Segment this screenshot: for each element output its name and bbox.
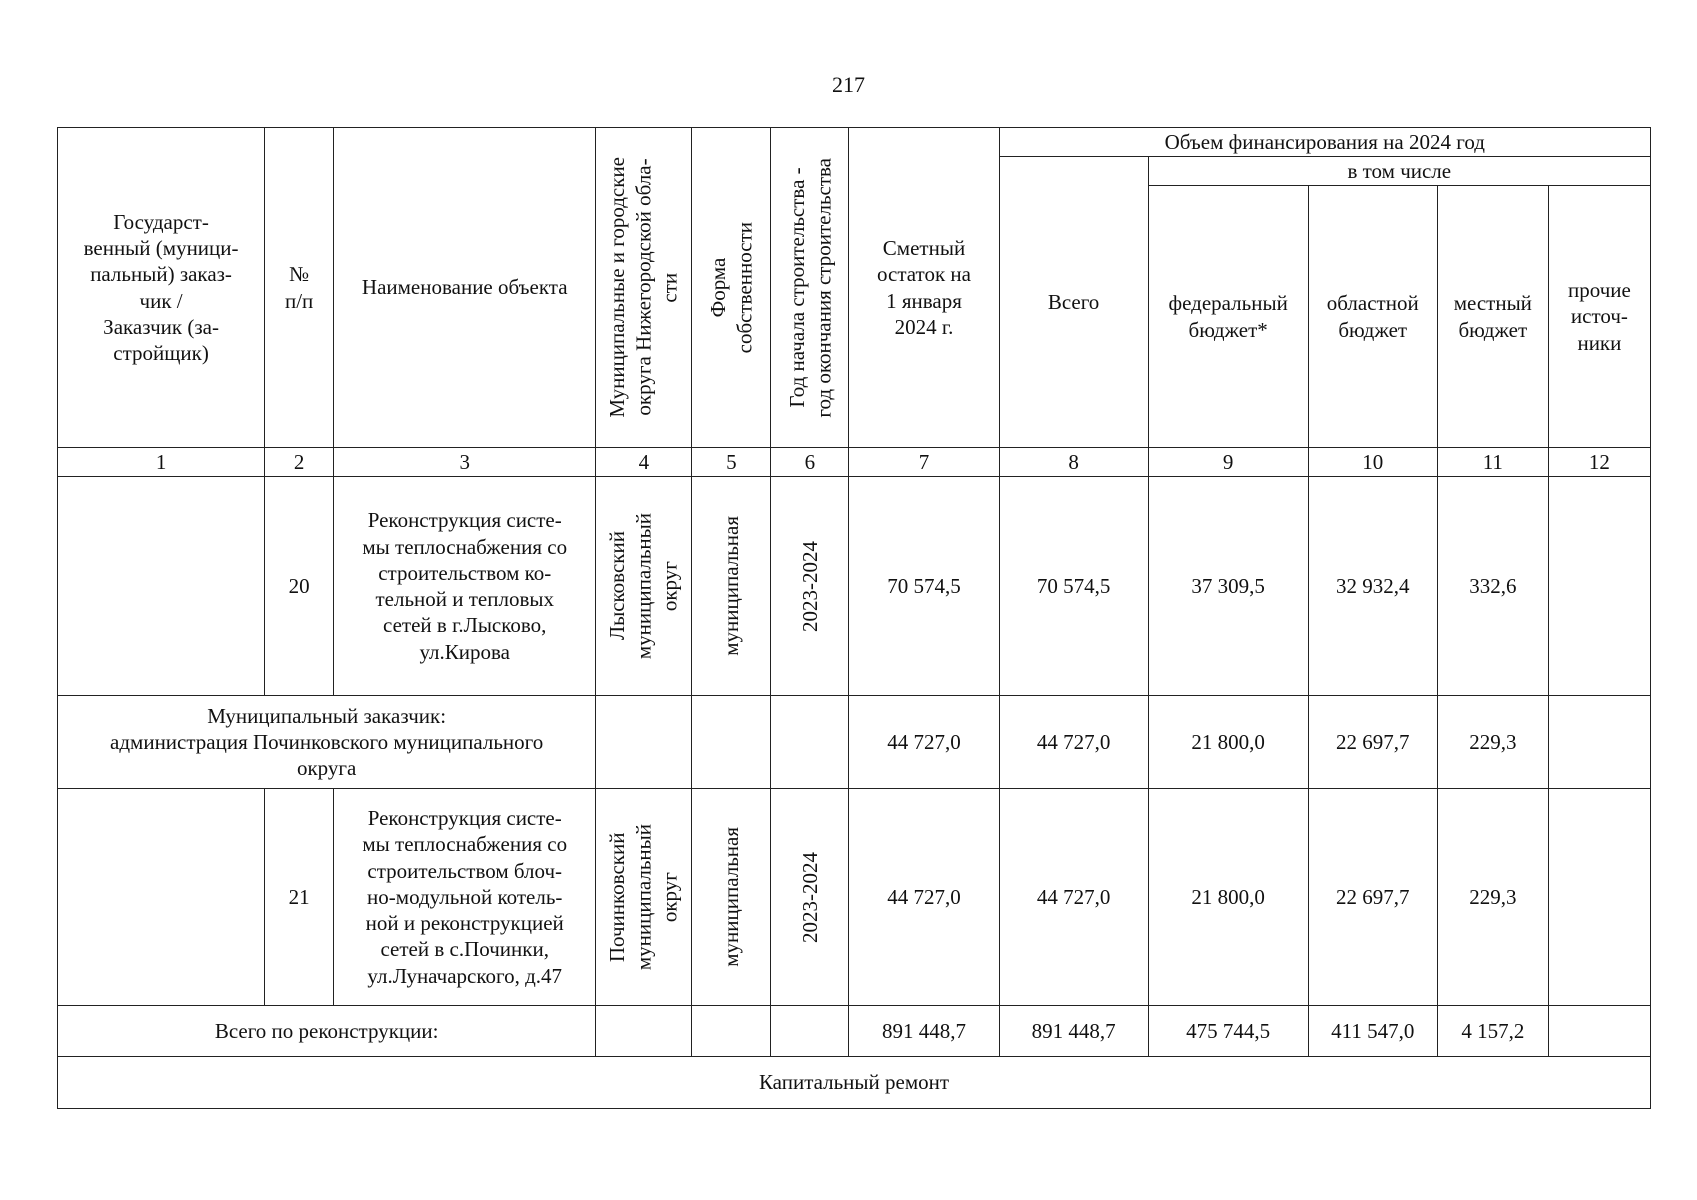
federal-value: 37 309,5 [1148, 477, 1308, 696]
district-empty [596, 696, 692, 789]
estimate-value: 891 448,7 [849, 1006, 999, 1057]
column-number: 9 [1148, 448, 1308, 477]
ownership: муниципальная [692, 477, 771, 696]
header-index: № п/п [265, 128, 334, 448]
customer-label: Муниципальный заказчик: администрация Починковского муниципального округа [58, 696, 596, 789]
section-row-capital-repair [58, 1057, 1651, 1109]
district: Лысковский муниципальный округ [596, 477, 692, 696]
column-number-row [58, 448, 1651, 477]
table-row-item-21 [58, 789, 1651, 1006]
local-value: 332,6 [1437, 477, 1548, 696]
district-empty [596, 1006, 692, 1057]
years-empty [771, 1006, 849, 1057]
header-total: Всего [999, 157, 1148, 448]
item-number: 20 [265, 477, 334, 696]
object-name: Реконструкция систе- мы теплоснабжения со строительством ко- тельной и тепловых сетей в г.Лысково, ул.Кирова [334, 477, 596, 696]
item-number: 21 [265, 789, 334, 1006]
column-number: 4 [596, 448, 692, 477]
estimate-value: 70 574,5 [849, 477, 999, 696]
header-local: местный бюджет [1437, 186, 1548, 448]
column-number: 10 [1308, 448, 1437, 477]
financing-table [57, 127, 1651, 1109]
object-name: Реконструкция систе- мы теплоснабжения со строительством блоч- но-модульной котель- ной и реконструкцией сетей в с.Починки, ул.Луначарского, д.47 [334, 789, 596, 1006]
regional-value: 22 697,7 [1308, 789, 1437, 1006]
regional-value: 411 547,0 [1308, 1006, 1437, 1057]
header-customer: Государст- венный (муници- пальный) заказ- чик / Заказчик (за- стройщик) [58, 128, 265, 448]
local-value: 229,3 [1437, 696, 1548, 789]
header-regional: областной бюджет [1308, 186, 1437, 448]
header-estimate: Сметный остаток на 1 января 2024 г. [849, 128, 999, 448]
total-value: 44 727,0 [999, 789, 1148, 1006]
header-ownership: Форма собственности [692, 128, 771, 448]
header-object-name: Наименование объекта [334, 128, 596, 448]
estimate-value: 44 727,0 [849, 789, 999, 1006]
header-including: в том числе [1148, 157, 1650, 186]
header-years: Год начала строительства - год окончания строительства [771, 128, 849, 448]
ownership: муниципальная [692, 789, 771, 1006]
total-value: 44 727,0 [999, 696, 1148, 789]
column-number: 7 [849, 448, 999, 477]
local-value: 4 157,2 [1437, 1006, 1548, 1057]
column-number: 2 [265, 448, 334, 477]
header-districts: Муниципальные и городские округа Нижегородской обла- сти [596, 128, 692, 448]
page-number: 217 [832, 72, 865, 97]
column-number: 11 [1437, 448, 1548, 477]
table-row-total-reconstruction [58, 1006, 1651, 1057]
table-row-item-20 [58, 477, 1651, 696]
customer-cell-empty [58, 477, 265, 696]
column-number: 6 [771, 448, 849, 477]
federal-value: 21 800,0 [1148, 696, 1308, 789]
other-value [1548, 477, 1650, 696]
years-empty [771, 696, 849, 789]
district: Починковский муниципальный округ [596, 789, 692, 1006]
federal-value: 475 744,5 [1148, 1006, 1308, 1057]
regional-value: 22 697,7 [1308, 696, 1437, 789]
total-value: 70 574,5 [999, 477, 1148, 696]
federal-value: 21 800,0 [1148, 789, 1308, 1006]
years: 2023-2024 [771, 477, 849, 696]
column-number: 8 [999, 448, 1148, 477]
header-other: прочие источ- ники [1548, 186, 1650, 448]
header-federal: федеральный бюджет* [1148, 186, 1308, 448]
years: 2023-2024 [771, 789, 849, 1006]
column-number: 12 [1548, 448, 1650, 477]
ownership-empty [692, 696, 771, 789]
other-value [1548, 696, 1650, 789]
customer-cell-empty [58, 789, 265, 1006]
estimate-value: 44 727,0 [849, 696, 999, 789]
local-value: 229,3 [1437, 789, 1548, 1006]
section-title: Капитальный ремонт [58, 1057, 1651, 1109]
column-number: 1 [58, 448, 265, 477]
total-value: 891 448,7 [999, 1006, 1148, 1057]
header-funding-group: Объем финансирования на 2024 год [999, 128, 1650, 157]
table-row-customer-pochinki [58, 696, 1651, 789]
regional-value: 32 932,4 [1308, 477, 1437, 696]
ownership-empty [692, 1006, 771, 1057]
other-value [1548, 789, 1650, 1006]
column-number: 3 [334, 448, 596, 477]
other-value [1548, 1006, 1650, 1057]
column-number: 5 [692, 448, 771, 477]
total-label: Всего по реконструкции: [58, 1006, 596, 1057]
